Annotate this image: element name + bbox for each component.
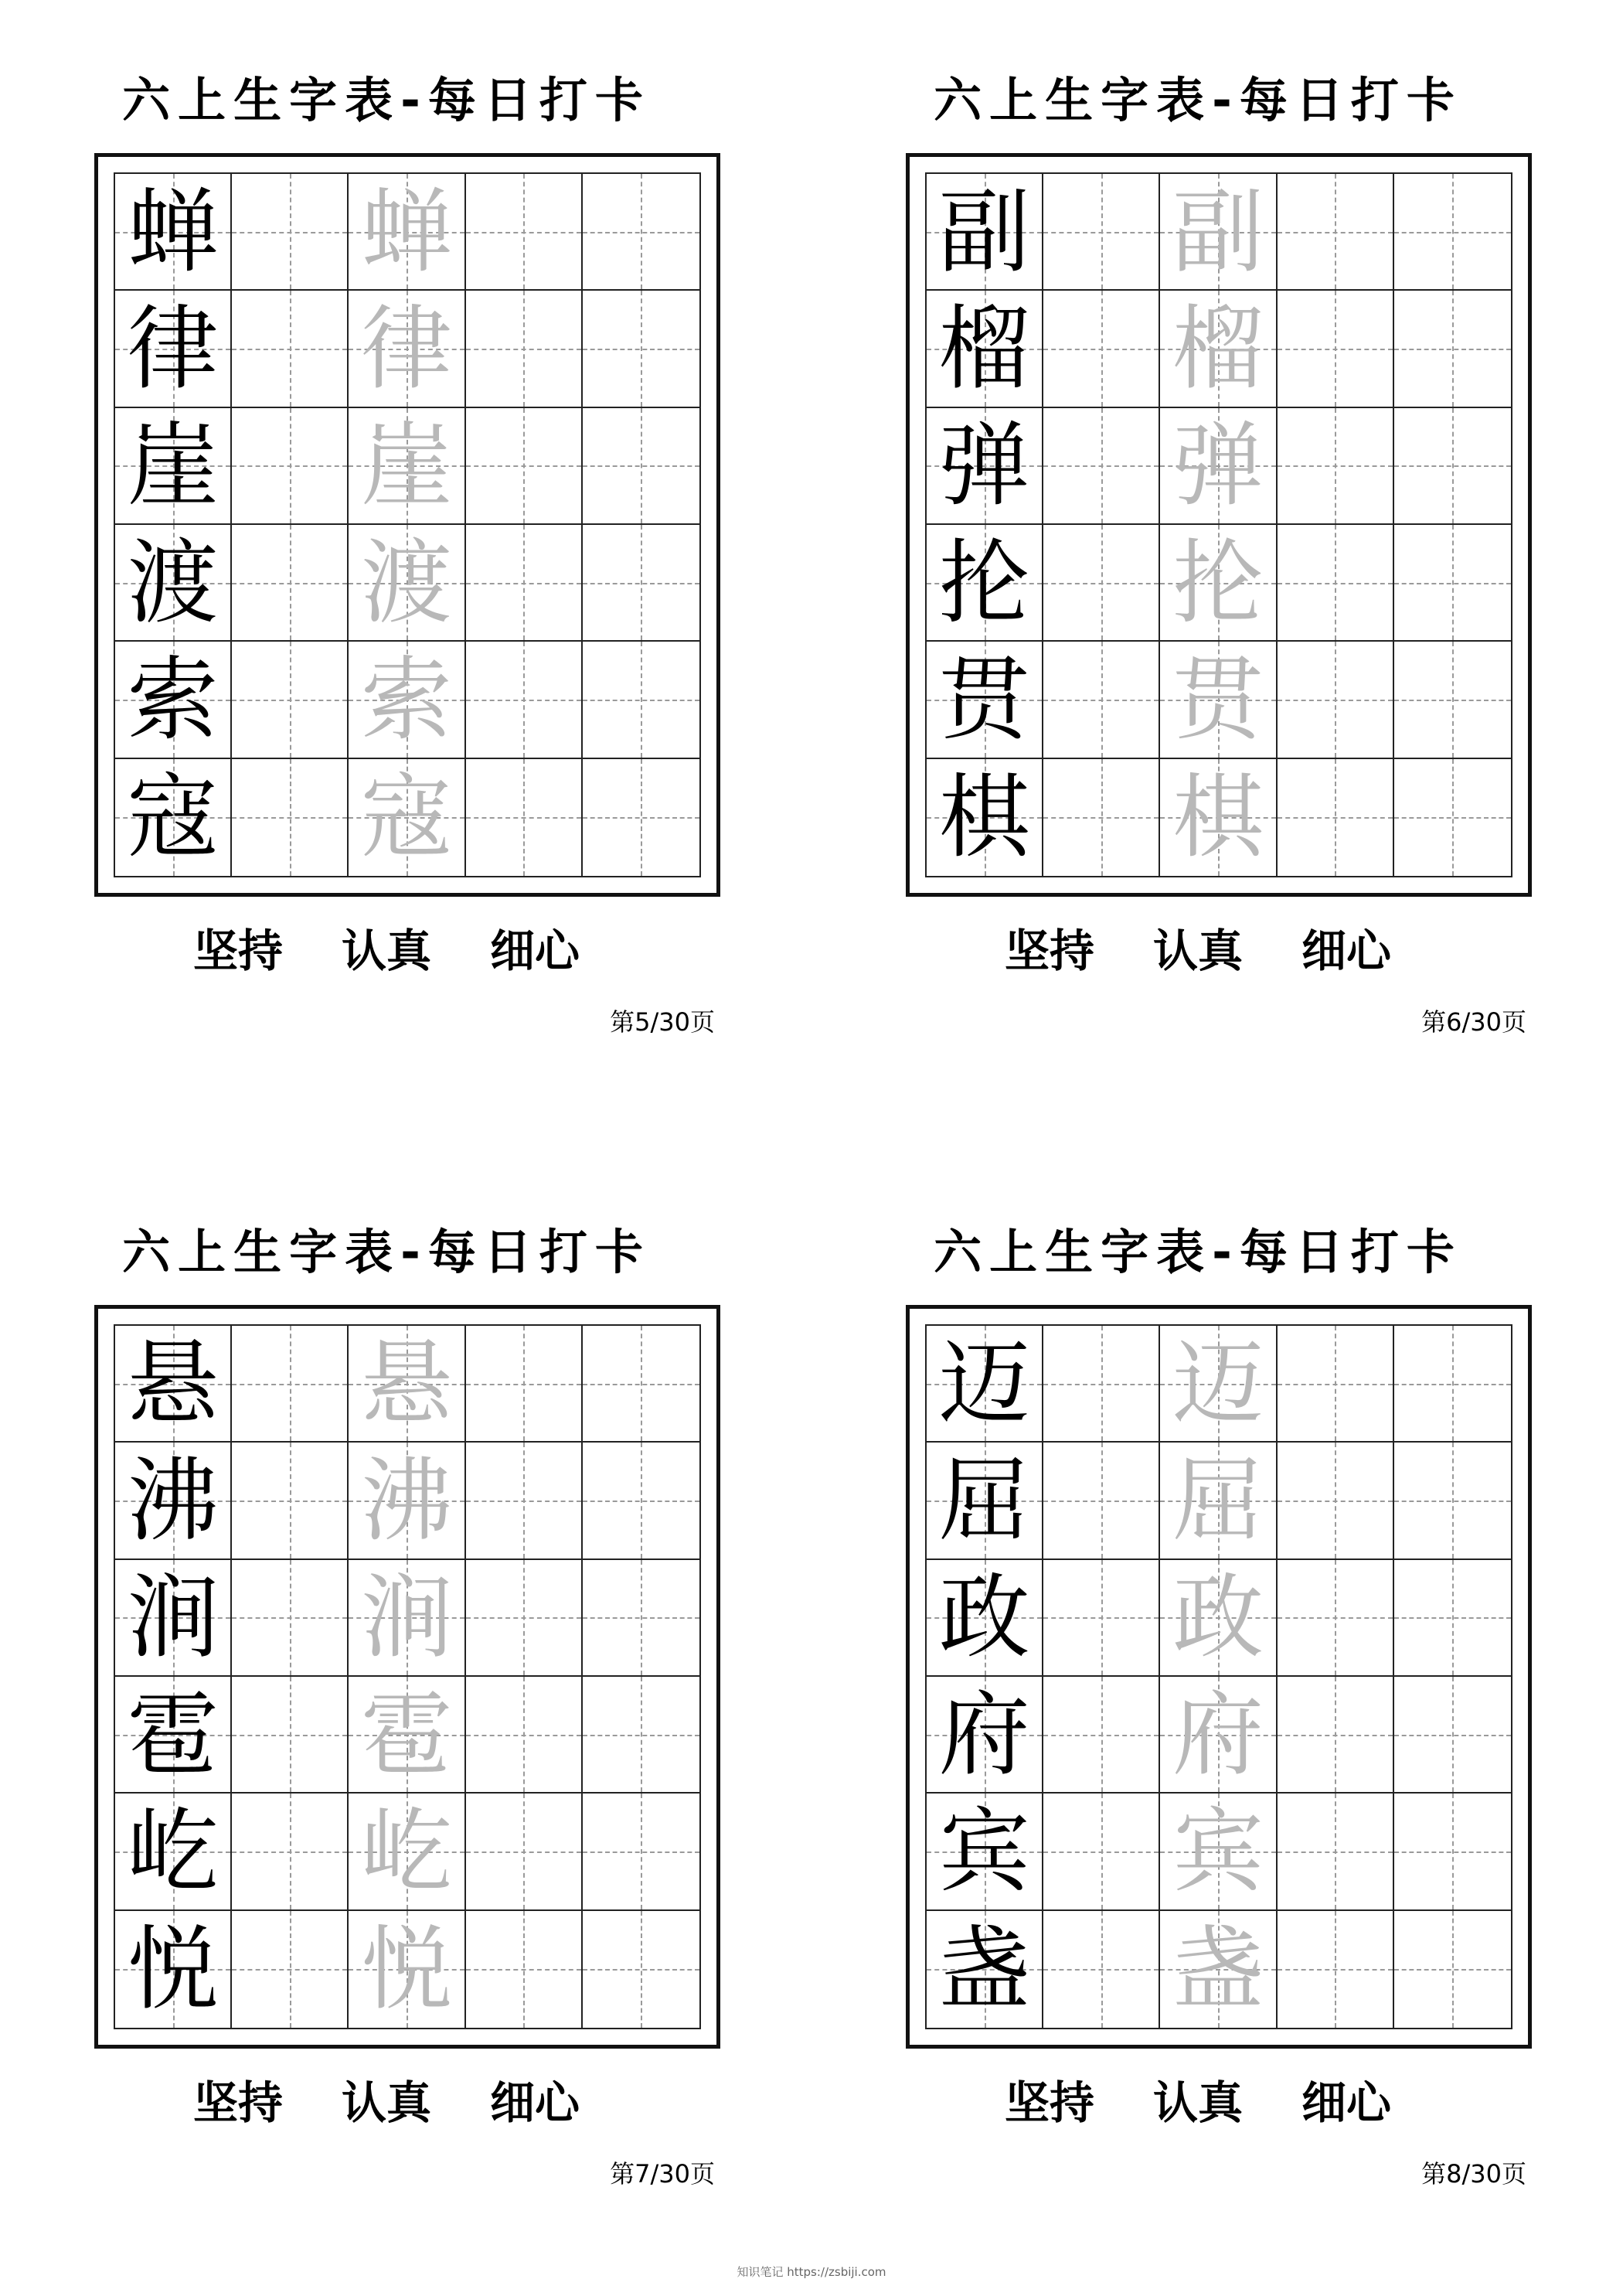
practice-grid-frame: [906, 153, 1532, 897]
page-number: 第8/30页: [1421, 2159, 1526, 2189]
motto-line: [812, 920, 1584, 982]
trace-character-cell: [349, 1794, 465, 1910]
blank-writing-cell: [1043, 1326, 1160, 1443]
blank-writing-cell: [232, 759, 349, 876]
blank-writing-cell: [466, 1443, 583, 1559]
blank-writing-cell: [1278, 1677, 1394, 1794]
trace-character: 贯: [1172, 646, 1264, 753]
blank-writing-cell: [1394, 642, 1511, 758]
trace-character-cell: [349, 408, 465, 525]
blank-writing-cell: [1278, 1326, 1394, 1443]
motto-word: 认真: [341, 925, 431, 977]
trace-character: 政: [1172, 1564, 1264, 1671]
trace-character: 雹: [360, 1681, 452, 1788]
blank-writing-cell: [1394, 408, 1511, 525]
trace-character: 榴: [1172, 295, 1264, 402]
blank-writing-cell: [232, 1794, 349, 1910]
practice-grid-frame: [906, 1305, 1532, 2049]
model-character: 榴: [938, 295, 1030, 402]
practice-sheet: [812, 0, 1584, 1037]
model-character: 府: [938, 1681, 1030, 1788]
blank-writing-cell: [1278, 408, 1394, 525]
practice-sheet: [0, 0, 773, 1037]
model-character: 棋: [938, 764, 1030, 871]
sheet-title: 六上生字表-每日打卡: [934, 72, 1462, 128]
blank-writing-cell: [1043, 1911, 1160, 2028]
blank-writing-cell: [583, 174, 699, 291]
model-character-cell: [927, 759, 1043, 876]
model-character: 蝉: [127, 178, 219, 285]
blank-writing-cell: [1043, 1560, 1160, 1677]
practice-grid: [925, 172, 1512, 877]
blank-writing-cell: [466, 1794, 583, 1910]
practice-grid-frame: [94, 153, 720, 897]
model-character-cell: [927, 408, 1043, 525]
blank-writing-cell: [1043, 291, 1160, 407]
trace-character: 律: [360, 295, 452, 402]
site-footer: 知识笔记 https://zsbiji.com: [737, 2265, 886, 2279]
blank-writing-cell: [1043, 408, 1160, 525]
blank-writing-cell: [1394, 759, 1511, 876]
motto-word: 坚持: [192, 2076, 283, 2129]
model-character: 迈: [938, 1330, 1030, 1437]
blank-writing-cell: [583, 1326, 699, 1443]
sheet-title: 六上生字表-每日打卡: [934, 1224, 1462, 1280]
trace-character-cell: [1160, 291, 1277, 407]
model-character-cell: [115, 174, 232, 291]
blank-writing-cell: [1278, 291, 1394, 407]
trace-character: 盏: [1172, 1916, 1264, 2023]
motto-word: 认真: [1152, 925, 1243, 977]
trace-character-cell: [349, 642, 465, 758]
blank-writing-cell: [232, 1326, 349, 1443]
blank-writing-cell: [1394, 1443, 1511, 1559]
trace-character: 蝉: [360, 178, 452, 285]
trace-character: 索: [360, 646, 452, 753]
blank-writing-cell: [1278, 1911, 1394, 2028]
motto-word: 细心: [1301, 2076, 1392, 2129]
trace-character: 悦: [360, 1916, 452, 2023]
page-number: 第5/30页: [610, 1007, 715, 1037]
blank-writing-cell: [232, 1911, 349, 2028]
trace-character: 副: [1172, 178, 1264, 285]
motto-word: 认真: [1152, 2076, 1243, 2129]
blank-writing-cell: [232, 642, 349, 758]
blank-writing-cell: [466, 525, 583, 642]
trace-character-cell: [1160, 525, 1277, 642]
model-character: 涧: [127, 1564, 219, 1671]
blank-writing-cell: [1394, 1560, 1511, 1677]
practice-grid: [925, 1324, 1512, 2029]
model-character-cell: [115, 1677, 232, 1794]
model-character-cell: [115, 1443, 232, 1559]
trace-character-cell: [349, 291, 465, 407]
blank-writing-cell: [466, 291, 583, 407]
trace-character: 府: [1172, 1681, 1264, 1788]
model-character: 贯: [938, 646, 1030, 753]
model-character-cell: [927, 1911, 1043, 2028]
model-character: 悦: [127, 1916, 219, 2023]
blank-writing-cell: [466, 642, 583, 758]
model-character-cell: [927, 642, 1043, 758]
blank-writing-cell: [1394, 174, 1511, 291]
model-character: 副: [938, 178, 1030, 285]
model-character: 寇: [127, 764, 219, 871]
trace-character: 涧: [360, 1564, 452, 1671]
blank-writing-cell: [466, 759, 583, 876]
motto-word: 细心: [490, 925, 580, 977]
blank-writing-cell: [1043, 1794, 1160, 1910]
motto-line: [0, 2072, 773, 2134]
blank-writing-cell: [232, 1560, 349, 1677]
model-character: 政: [938, 1564, 1030, 1671]
blank-writing-cell: [1043, 1677, 1160, 1794]
trace-character-cell: [1160, 1560, 1277, 1677]
trace-character-cell: [1160, 1677, 1277, 1794]
blank-writing-cell: [232, 408, 349, 525]
blank-writing-cell: [1278, 642, 1394, 758]
model-character-cell: [115, 408, 232, 525]
blank-writing-cell: [1278, 174, 1394, 291]
practice-grid: [114, 1324, 701, 2029]
blank-writing-cell: [232, 291, 349, 407]
blank-writing-cell: [583, 291, 699, 407]
model-character-cell: [927, 525, 1043, 642]
blank-writing-cell: [1394, 1794, 1511, 1910]
blank-writing-cell: [466, 174, 583, 291]
blank-writing-cell: [1394, 291, 1511, 407]
motto-word: 细心: [1301, 925, 1392, 977]
model-character: 弹: [938, 412, 1030, 519]
motto-word: 细心: [490, 2076, 580, 2129]
blank-writing-cell: [1278, 525, 1394, 642]
model-character: 沸: [127, 1446, 219, 1554]
sheet-title: 六上生字表-每日打卡: [122, 72, 651, 128]
trace-character-cell: [1160, 1911, 1277, 2028]
trace-character: 崖: [360, 412, 452, 519]
model-character: 屈: [938, 1446, 1030, 1554]
sheet-title: 六上生字表-每日打卡: [122, 1224, 651, 1280]
page-number: 第6/30页: [1421, 1007, 1526, 1037]
trace-character-cell: [349, 174, 465, 291]
model-character: 盏: [938, 1916, 1030, 2023]
model-character: 崖: [127, 412, 219, 519]
model-character-cell: [927, 174, 1043, 291]
trace-character-cell: [1160, 408, 1277, 525]
blank-writing-cell: [1278, 1794, 1394, 1910]
trace-character-cell: [1160, 642, 1277, 758]
blank-writing-cell: [1043, 642, 1160, 758]
trace-character: 渡: [360, 529, 452, 636]
model-character-cell: [115, 1911, 232, 2028]
trace-character: 屈: [1172, 1446, 1264, 1554]
model-character-cell: [927, 1443, 1043, 1559]
model-character-cell: [115, 759, 232, 876]
model-character: 屹: [127, 1797, 219, 1905]
blank-writing-cell: [583, 1677, 699, 1794]
model-character: 抡: [938, 529, 1030, 636]
model-character: 宾: [938, 1797, 1030, 1905]
trace-character-cell: [349, 1911, 465, 2028]
trace-character-cell: [349, 1560, 465, 1677]
blank-writing-cell: [1278, 1443, 1394, 1559]
trace-character-cell: [1160, 174, 1277, 291]
trace-character: 沸: [360, 1446, 452, 1554]
practice-grid: [114, 172, 701, 877]
blank-writing-cell: [466, 1326, 583, 1443]
motto-line: [0, 920, 773, 982]
blank-writing-cell: [1394, 1677, 1511, 1794]
trace-character-cell: [349, 1443, 465, 1559]
blank-writing-cell: [232, 525, 349, 642]
practice-grid-frame: [94, 1305, 720, 2049]
blank-writing-cell: [232, 1443, 349, 1559]
blank-writing-cell: [583, 1560, 699, 1677]
blank-writing-cell: [583, 1911, 699, 2028]
model-character: 雹: [127, 1681, 219, 1788]
trace-character: 弹: [1172, 412, 1264, 519]
trace-character: 宾: [1172, 1797, 1264, 1905]
blank-writing-cell: [232, 1677, 349, 1794]
motto-word: 坚持: [1004, 925, 1094, 977]
model-character-cell: [115, 525, 232, 642]
trace-character-cell: [1160, 1326, 1277, 1443]
trace-character: 棋: [1172, 764, 1264, 871]
practice-sheet: [0, 1152, 773, 2189]
trace-character-cell: [349, 1677, 465, 1794]
blank-writing-cell: [1394, 525, 1511, 642]
blank-writing-cell: [232, 174, 349, 291]
model-character-cell: [115, 1560, 232, 1677]
model-character-cell: [927, 1677, 1043, 1794]
trace-character-cell: [349, 759, 465, 876]
motto-word: 坚持: [192, 925, 283, 977]
blank-writing-cell: [583, 1443, 699, 1559]
trace-character: 抡: [1172, 529, 1264, 636]
page-number: 第7/30页: [610, 2159, 715, 2189]
blank-writing-cell: [1043, 174, 1160, 291]
model-character-cell: [927, 291, 1043, 407]
trace-character: 迈: [1172, 1330, 1264, 1437]
blank-writing-cell: [583, 642, 699, 758]
trace-character-cell: [1160, 1443, 1277, 1559]
model-character: 律: [127, 295, 219, 402]
blank-writing-cell: [1278, 759, 1394, 876]
motto-word: 认真: [341, 2076, 431, 2129]
blank-writing-cell: [466, 1677, 583, 1794]
trace-character-cell: [349, 1326, 465, 1443]
model-character: 悬: [127, 1330, 219, 1437]
practice-sheet: [812, 1152, 1584, 2189]
trace-character: 屹: [360, 1797, 452, 1905]
blank-writing-cell: [1043, 1443, 1160, 1559]
model-character-cell: [115, 1326, 232, 1443]
blank-writing-cell: [466, 408, 583, 525]
blank-writing-cell: [466, 1911, 583, 2028]
blank-writing-cell: [583, 525, 699, 642]
model-character-cell: [927, 1326, 1043, 1443]
trace-character: 悬: [360, 1330, 452, 1437]
trace-character-cell: [1160, 1794, 1277, 1910]
blank-writing-cell: [583, 408, 699, 525]
model-character-cell: [115, 291, 232, 407]
motto-word: 坚持: [1004, 2076, 1094, 2129]
model-character-cell: [927, 1560, 1043, 1677]
model-character-cell: [115, 1794, 232, 1910]
blank-writing-cell: [466, 1560, 583, 1677]
model-character-cell: [927, 1794, 1043, 1910]
blank-writing-cell: [1043, 759, 1160, 876]
blank-writing-cell: [583, 759, 699, 876]
blank-writing-cell: [1278, 1560, 1394, 1677]
blank-writing-cell: [1043, 525, 1160, 642]
model-character: 渡: [127, 529, 219, 636]
model-character: 索: [127, 646, 219, 753]
trace-character-cell: [349, 525, 465, 642]
trace-character: 寇: [360, 764, 452, 871]
trace-character-cell: [1160, 759, 1277, 876]
model-character-cell: [115, 642, 232, 758]
motto-line: [812, 2072, 1584, 2134]
blank-writing-cell: [1394, 1326, 1511, 1443]
blank-writing-cell: [583, 1794, 699, 1910]
blank-writing-cell: [1394, 1911, 1511, 2028]
